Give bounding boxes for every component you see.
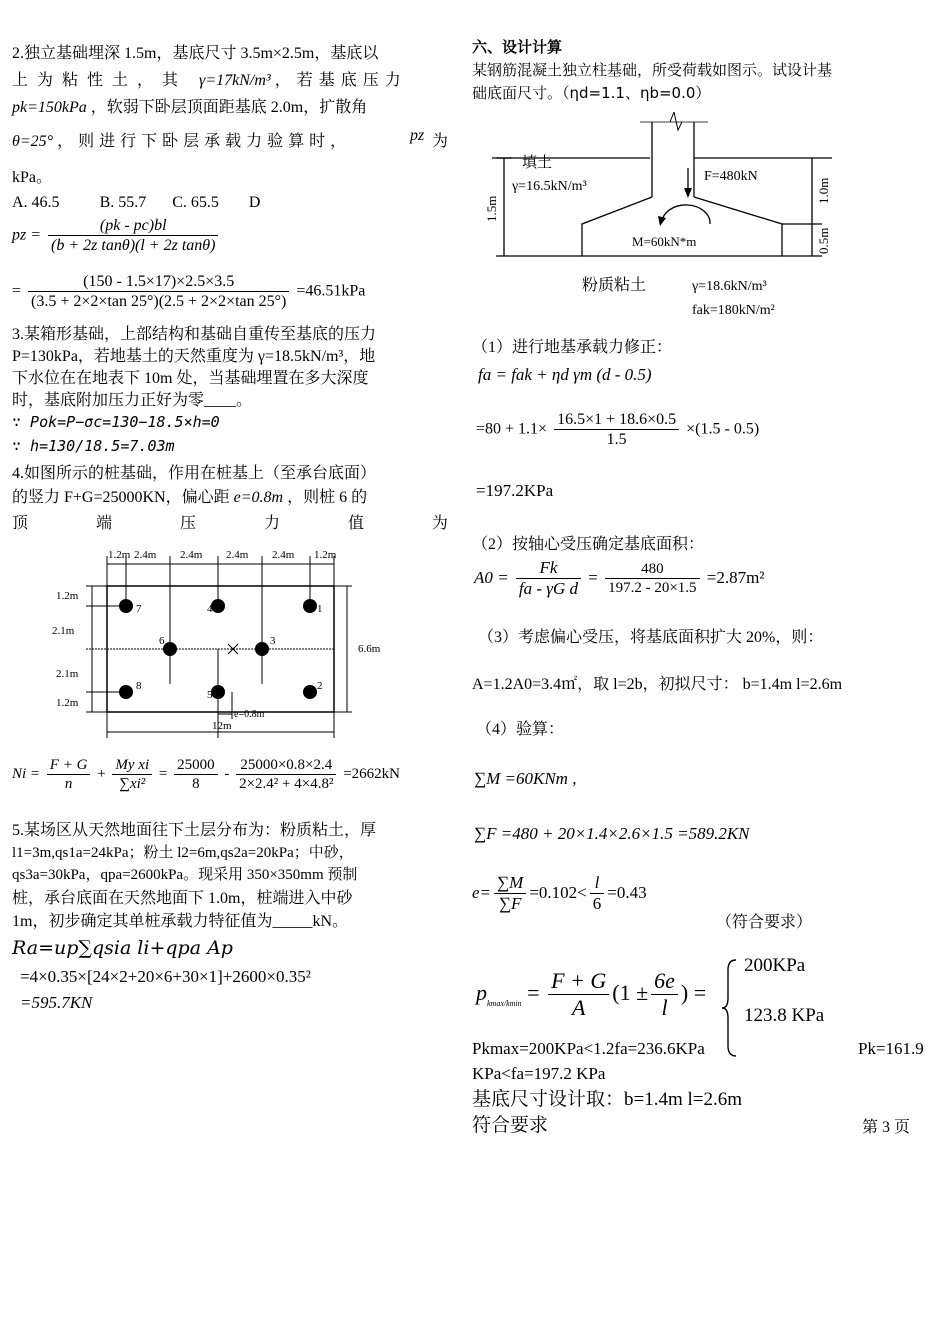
fraction [28,272,289,311]
pile-number: 2 [317,680,323,692]
operator: = [158,765,168,782]
q2-line4 [12,127,452,153]
option-a: A. 46.5 [12,194,60,211]
pile-number: 7 [136,603,142,615]
fraction [47,756,91,793]
fraction [516,558,581,600]
depth-lower: 0.5m [816,227,831,254]
formula-lhs: e= [472,882,492,902]
q2-line2 [12,71,452,92]
pile-number: 3 [270,635,276,647]
soil-gamma: γ=18.6kN/m³ [692,279,767,294]
formula-result: =2662kN [343,765,401,782]
q5-line2: l1=3m,qs1a=24kPa；粉土 l2=6m,qs2a=20kPa；中砂， [12,845,354,861]
fak-label: fak=180kN/m² [692,303,775,318]
fraction-num: 25000×0.8×2.4 [236,756,336,775]
pile-8 [119,685,133,699]
dim-label: 2.4m [134,549,157,561]
q3-formula2: ∵ h=130/18.5=7.03m [12,437,175,455]
fraction [605,560,699,597]
fraction-num: F + G [548,968,609,995]
formula-sub: kmax/kmin [487,998,522,1008]
q4-line1: 4.如图所示的桩基础，作用在桩基上（至承台底面） [12,465,377,482]
q5-line4: 桩，承台底面在天然地面下 1.0m，桩端进入中砂 [12,890,353,907]
gamma-value: γ=17kN/m³ [199,72,271,89]
char: 值 [347,515,364,532]
depth-total: 1.5m [484,195,499,222]
pile-number: 6 [159,635,165,647]
step3-title: （3）考虑偏心受压，将基底面积扩大 20%，则： [478,629,824,646]
fraction-num: ∑M [494,873,526,894]
fraction-num: 16.5×1 + 18.6×0.5 [554,410,679,430]
depth-upper: 1.0m [816,177,831,204]
fraction-num: 25000 [174,756,218,775]
q5-line3: qs3a=30kPa，qpa=2600kPa。现采用 350×350mm 预制 [12,867,358,883]
formula-eq: = [12,282,22,300]
fraction-num: My xi [112,756,152,775]
check-line1: Pkmax=200KPa<1.2fa=236.6KPa [472,1039,705,1058]
pile-5 [211,685,225,699]
dim-label: 2.1m [56,668,79,680]
q3-line3: 下水位在在地表下 10m 处，当基础埋置在多大深度 [12,370,369,387]
dim-label: 1.2m [56,697,79,709]
dim-label: 12m [212,720,232,732]
dim-label: 2.4m [180,549,203,561]
pile-2 [303,685,317,699]
step4-ok: （符合要求） [716,914,813,931]
formula-result: =2.87m² [706,567,765,587]
force-label: F=480kN [704,169,758,184]
fraction-num: 480 [605,560,699,579]
q3-line1: 3.某箱形基础，上部结构和基础自重传至基底的压力 [12,326,377,343]
soil-label: 粉质粘土 [582,275,647,294]
q4-line2 [12,488,367,509]
step1-formula2 [476,410,759,449]
q2-formula2 [12,272,365,311]
fraction-den: fa - γG d [518,579,578,599]
fraction-den: (3.5 + 2×2×tan 25°)(2.5 + 2×2×tan 25°) [31,293,287,311]
formula-lhs: Ni = [12,765,41,782]
step1-formula1: fa = fak + ηd γm (d - 0.5) [478,365,652,384]
formula-result: =0.43 [607,882,647,902]
fraction-den: 8 [192,776,200,792]
section-heading: 六、设计计算 [472,38,563,56]
dim-label: 1.2m [314,549,337,561]
theta-value: θ=25° [12,133,54,150]
option-c: C. 65.5 [172,194,219,211]
fraction [48,216,218,255]
fraction [494,873,526,915]
pile-number: 5 [207,689,213,701]
fraction [112,756,152,793]
fraction [590,873,605,915]
dim-label: 6.6m [358,643,381,655]
page-number: 第 3 页 [862,1119,911,1136]
pile-number: 8 [136,680,142,692]
fraction-den: ∑xi² [119,776,146,792]
q3-formula1: ∵ Pok=P−σc=130−18.5×h=0 [12,413,220,431]
formula-lhs: p [476,979,487,1005]
q2-line4-end: 为 [432,133,449,150]
fill-gamma: γ=16.5kN/m³ [512,179,587,194]
step4-sum-m: ∑M =60KNm , [474,769,577,788]
pile-6 [163,642,177,656]
dim-label: 2.4m [226,549,249,561]
operator: = [527,979,540,1005]
step1-title: （1）进行地基承载力修正： [472,339,673,356]
q2-line1: 2.独立基础埋深 1.5m，基底尺寸 3.5m×2.5m，基底以 [12,45,379,62]
pile-foundation-diagram [52,544,402,744]
fraction-den: (b + 2z tanθ)(l + 2z tanθ) [51,237,216,255]
q4-line2-end: ，则桩 6 的 [287,489,368,506]
result-line: 基底尺寸设计取：b=1.4m l=2.6m [472,1089,743,1110]
q3-line2: P=130kPa，若地基土的天然重度为 γ=18.5kN/m³，地 [12,348,376,365]
dim-label: 2.4m [272,549,295,561]
fraction-num: 6e [651,968,678,995]
q2-formula1 [12,216,221,255]
intro-line1: 某钢筋混凝土独立柱基础，所受荷载如图示。试设计基 [472,61,833,79]
pile-number: 1 [317,603,323,615]
fraction-num: (pk - pc)bl [48,216,218,236]
intro-line2: 础底面尺寸。（ηd=1.1、ηb=0.0） [472,84,711,102]
formula-lhs: A0 = [474,567,509,587]
q2-line3 [12,98,367,119]
char: 压 [179,515,196,532]
formula-lhs: pz = [12,226,42,244]
fraction [174,756,218,793]
char: 为 [431,515,448,532]
fraction [554,410,679,449]
step2-formula [474,558,764,600]
q5-formula2: =4×0.35×[24×2+20×6+30×1]+2600×0.35² [20,967,311,986]
q5-formula3: =595.7KN [20,993,93,1012]
fraction-num: Fk [516,558,581,579]
q5-formula1: Ra=up∑qsia li+qpa Ap [12,937,233,959]
pz-symbol: pz [410,127,425,144]
char: 力 [263,515,280,532]
conclusion: 符合要求 [472,1115,549,1136]
char: 顶 [12,515,29,532]
ecc-label: e=0.8m [234,709,265,720]
fraction-num: (150 - 1.5×17)×2.5×3.5 [28,272,289,292]
pressure-max: 200KPa [744,955,806,976]
operator: - [224,765,230,782]
step2-title: （2）按轴心受压确定基底面积： [472,536,705,553]
fraction [236,756,336,793]
formula-part: ) = [680,979,707,1005]
q4-line3 [12,514,448,535]
step4-sum-f: ∑F =480 + 20×1.4×2.6×1.5 =589.2KN [474,824,750,843]
fraction-den: n [64,776,73,792]
operator: + [97,765,106,782]
q5-line5: 1m，初步确定其单桩承载力特征值为_____kN。 [12,913,349,930]
pile-7 [119,599,133,613]
q2-line5: kPa。 [12,169,53,186]
fraction-den: 2×2.4² + 4×4.8² [239,776,334,792]
fraction-den: A [571,995,586,1021]
fraction-den: l [661,995,668,1021]
step4-eccentricity [472,873,647,915]
pile-4 [211,599,225,613]
eccentricity-value: e=0.8m [233,489,284,506]
fraction-num: F + G [47,756,91,775]
dim-label: 1.2m [56,590,79,602]
q2-line3-text: ，软弱下卧层顶面距基底 2.0m，扩散角 [90,99,368,116]
q2-line2-text: 上为粘性土，其 [12,72,188,89]
step4-pressure [476,968,706,1022]
fraction [651,968,678,1022]
formula-part: (1 ± [612,979,649,1005]
pile-1 [303,599,317,613]
q2-options [12,193,260,214]
q4-line2-text: 的竖力 F+G=25000KN，偏心距 [12,489,230,506]
fraction-num: l [590,873,605,894]
step3-line: A=1.2A0=3.4㎡，取 l=2b，初拟尺寸： b=1.4m l=2.6m [472,676,843,693]
foundation-diagram [482,112,882,322]
pressure-min: 123.8 KPa [744,1005,825,1026]
pk-value: pk=150kPa [12,99,87,116]
pile-3 [255,642,269,656]
brace [720,958,738,1058]
fill-label: 填土 [522,153,553,171]
char: 端 [95,515,112,532]
fraction-den: 197.2 - 20×1.5 [608,580,697,597]
option-b: B. 55.7 [99,194,147,211]
option-d: D [248,194,261,211]
operator: = [588,567,598,587]
fraction-den: 6 [592,894,602,914]
q3-line4: 时，基底附加压力正好为零____。 [12,392,253,409]
fraction-den: 1.5 [606,431,627,449]
formula-result: =46.51kPa [296,282,366,300]
q4-formula [12,756,400,793]
q2-line4-text: ，则进行下卧层承载力验算时， [57,133,352,150]
q2-line2-rest: ，若基底压力 [274,72,407,89]
pile-number: 4 [207,603,213,615]
dim-label: 2.1m [52,625,75,637]
fraction-den: ∑F [498,894,522,914]
step4-title: （4）验算： [476,721,565,738]
dim-label: 1.2m [108,549,131,561]
step1-formula3: =197.2KPa [476,481,554,500]
formula-part: =80 + 1.1× [476,420,548,438]
moment-label: M=60kN*m [632,234,697,249]
check-line2: KPa<fa=197.2 KPa [472,1064,606,1083]
q5-line1: 5.某场区从天然地面往下土层分布为：粉质粘土，厚 [12,822,377,839]
check-line1-pk: Pk=161.9 [858,1039,924,1058]
formula-part: ×(1.5 - 0.5) [686,420,760,438]
formula-part: =0.102< [529,882,587,902]
fraction [548,968,609,1022]
